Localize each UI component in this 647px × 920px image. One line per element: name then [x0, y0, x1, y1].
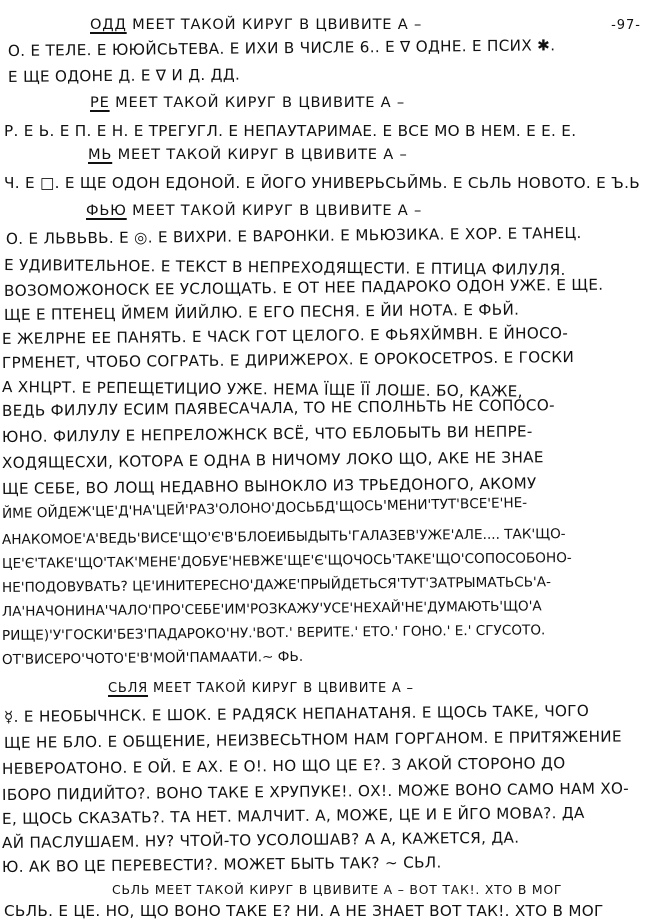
text-line: ГРМЕНЕТ, ЧТОБО СОГРАТЬ. Е ДИРИЖЕРОХ. Е ОРОКОСЕТРОЅ. Е ГОСКИ	[1, 348, 575, 372]
section-header-rest-odd: МЕЕТ ТАКОЙ КИРУГ В ЦВИВИТЕ А –	[126, 16, 423, 33]
section-header-sol	[108, 682, 414, 695]
section-header-mi	[88, 148, 408, 163]
text-line: О. Е ТЕЛЕ. Е ЮЮЙСЬТЕВА. Е ИХИ В ЧИСЛЕ 6.. Е ∇ ОДНЕ. Е ПСИХ ✱.	[7, 36, 556, 60]
section-header-rest-mi: МЕЕТ ТАКОЙ КИРУГ В ЦВИВИТЕ А –	[112, 146, 408, 163]
text-line: ІБОРО ПИДИЙТО?. ВОНО ТАКЕ Е ХРУПУКЕ!. ОХ!. МОЖЕ ВОНО САМО НАМ ХО-	[1, 779, 630, 804]
text-line: Ч. Е □. Е ЩЕ ОДОН ЕДОНОЙ. Е ЙОГО УНИВЕРЬСЬЙМЬ. Е СЬЛЬ НОВОТО. Е Ъ.Ь	[4, 174, 640, 192]
section-word-sol: СЬЛЯ	[108, 681, 149, 696]
section-header-odd	[90, 18, 422, 33]
text-line: ЩЕ Е ПТЕНЕЦ ЙМЕМ ЙИЙЛЮ. Е ЕГО ПЕСНЯ. Е ЙИ НОТА. Е ФЬЙ.	[3, 300, 520, 324]
text-line: ☿. Е НЕОБЫЧНСК. Е ШОК. Е РАДЯСК НЕПАНАТАНЯ. Е ЩОСЬ ТАКЕ, ЧОГО	[3, 701, 590, 726]
section-header-sol2	[112, 884, 562, 896]
section-word-mi: МЬ	[88, 146, 113, 163]
text-line: ЩЕ СЕБЕ, ВО ЛОЩ НЕДАВНО ВЫНОКЛО ИЗ ТРЬЕДОНОГО, АКОМУ	[1, 474, 537, 498]
section-header-rest-fa: МЕЕТ ТАКОЙ КИРУГ В ЦВИВИТЕ А –	[126, 202, 423, 219]
text-line: Р. Е Ь. Е П. Е Н. Е ТРЕГУГЛ. Е НЕПАУТАРИМАЕ. Е ВСЕ МО В НЕМ. Е Е. Е.	[4, 122, 577, 140]
section-header-fa	[86, 204, 422, 219]
section-word-odd: ОДД	[90, 16, 127, 33]
text-line: ЙМЕ ОЙДЕЖ'ЦЕ'Д'НА'ЦЕЙ'РАЗ'ОЛОНО'ДОСЬБД'ЩОСЬ'МЕНИ'ТУТ'ВСЕ'Е'НЕ-	[1, 495, 528, 522]
text-line: АНАКОМОЕ'А'ВЕДЬ'ВИСЕ'ЩО'Є'В'БЛОЕИБЫДЫТЬ'ГАЛАЗЕВ'УЖЕ'АЛЕ.... ТАК'ЩО-	[1, 526, 566, 548]
text-line: ВЕДЬ ФИЛУЛУ ЕСИМ ПАЯВЕСАЧАЛА, ТО НЕ СПОЛНЬТЬ НЕ СОПОСО-	[1, 396, 555, 420]
text-line: СЬЛЬ. Е ЦЕ. НО, ЩО ВОНО ТАКЕ Е? НИ. А НЕ ЗНАЕТ ВОТ ТАК!. ХТО В МОГ	[4, 902, 604, 920]
text-line: Е ЩЕ ОДОНЕ Д. Е ∇ И Д. ДД.	[7, 65, 241, 86]
text-line: ЛА'НАЧОНИНА'ЧАЛО'ПРО'СЕБЕ'ИМ'РОЗКАЖУ'УСЕ'НЕХАЙ'НЕ'ДУМАЮТЬ'ЩО'А	[1, 598, 542, 620]
page-number: -97-	[611, 18, 641, 33]
text-line: Е УДИВИТЕЛЬНОЕ. Е ТЕКСТ В НЕПРЕХОДЯЩЕСТИ. Е ПТИЦА ФИЛУЛЯ.	[3, 256, 566, 279]
text-line: НЕ'ПОДОВУВАТЬ? ЦЕ'ИНИТЕРЕСНО'ДАЖЕ'ПРЫЙДЕТЬСЯ'ТУТ'ЗАТРЫМАТЬСЬ'А-	[1, 574, 552, 596]
text-line: Е, ЩОСЬ СКАЗАТЬ?. ТА НЕТ. МАЛЧИТ. А, МОЖЕ, ЦЕ И Е ЙГО МОВА?. ДА	[1, 803, 585, 828]
text-line: ЩЕ НЕ БЛО. Е ОБЩЕНИЕ, НЕИЗВЕСЬТНОМ НАМ ГОРГАНОМ. Е ПРИТЯЖЕНИЕ	[3, 727, 622, 752]
text-line: ОТ'ВИСЕРО'ЧОТО'Е'В'МОЙ'ПАМААТИ.~ ФЬ.	[1, 648, 304, 668]
section-word-sol2: СЬЛЬ	[112, 882, 151, 897]
section-header-rest-re: МЕЕТ ТАКОЙ КИРУГ В ЦВИВИТЕ А –	[109, 94, 405, 111]
text-line: О. Е ЛЬВЬВЬ. Е ◎. Е ВИХРИ. Е ВАРОНКИ. Е МЬЮЗИКА. Е ХОР. Е ТАНЕЦ.	[5, 223, 582, 248]
section-header-rest-sol2: МЕЕТ ТАКОЙ КИРУГ В ЦВИВИТЕ А – ВОТ ТАК!. ХТО В МОГ	[150, 882, 563, 897]
section-header-re	[90, 96, 405, 111]
section-word-fa: ФЬЮ	[86, 202, 127, 219]
text-line: ВОЗОМОЖОНОСК ЕЕ УСЛОЩАТЬ. Е ОТ НЕЕ ПАДАРОКО ОДОН УЖЕ. Е ЩЕ.	[3, 275, 604, 300]
text-line: А ХНЦРТ. Е РЕПЕЩЕТИЦИО УЖЕ. НЕМА ЇЩЕ ЇЇ ЛОШЕ. БО, КАЖЕ,	[1, 378, 523, 401]
text-line: НЕВЕРОАТОНО. Е ОЙ. Е АХ. Е О!. НО ЩО ЦЕ Е?. З АКОЙ СТОРОНО ДО	[1, 754, 566, 778]
section-word-re: РЕ	[90, 94, 110, 111]
text-line: ЦЕ'Є'ТАКЕ'ЩО'ТАК'МЕНЕ'ДОБУЕ'НЕВЖЕ'ЩЕ'Є'ЩОЧОСЬ'ТАКЕ'ЩО'СОПОСОБОНО-	[1, 550, 572, 572]
text-line: Ю. АК ВО ЦЕ ПЕРЕВЕСТИ?. МОЖЕТ БЫТЬ ТАК? ~ СЬЛ.	[1, 853, 442, 876]
text-line: РИЩЕ)'У'ГОСКИ'БЕЗ'ПАДАРОКО'НУ.'ВОТ.' ВЕРИТЕ.' ЕТО.' ГОНО.' Е.' СГУСОТО.	[1, 622, 546, 644]
text-line: ХОДЯЩЕСХИ, КОТОРА Е ОДНА В НИЧОМУ ЛОКО ЩО, АКЕ НЕ ЗНАЕ	[1, 448, 544, 472]
text-line: АЙ ПАСЛУШАЕМ. НУ? ЧТОЙ-ТО УСОЛОШАВ? А А, КАЖЕТСЯ, ДА.	[1, 828, 520, 852]
section-header-rest-sol: МЕЕТ ТАКОЙ КИРУГ В ЦВИВИТЕ А –	[148, 681, 414, 696]
text-line: ЮНО. ФИЛУЛУ Е НЕПРЕЛОЖНСК ВСЁ, ЧТО ЕБЛОБЫТЬ ВИ НЕПРЕ-	[1, 422, 533, 446]
text-line: Е ЖЕЛРНЕ ЕЕ ПАНЯТЬ. Е ЧАСК ГОТ ЦЕЛОГО. Е ФЬЯХЙМВН. Е ЙНОСО-	[1, 324, 569, 348]
